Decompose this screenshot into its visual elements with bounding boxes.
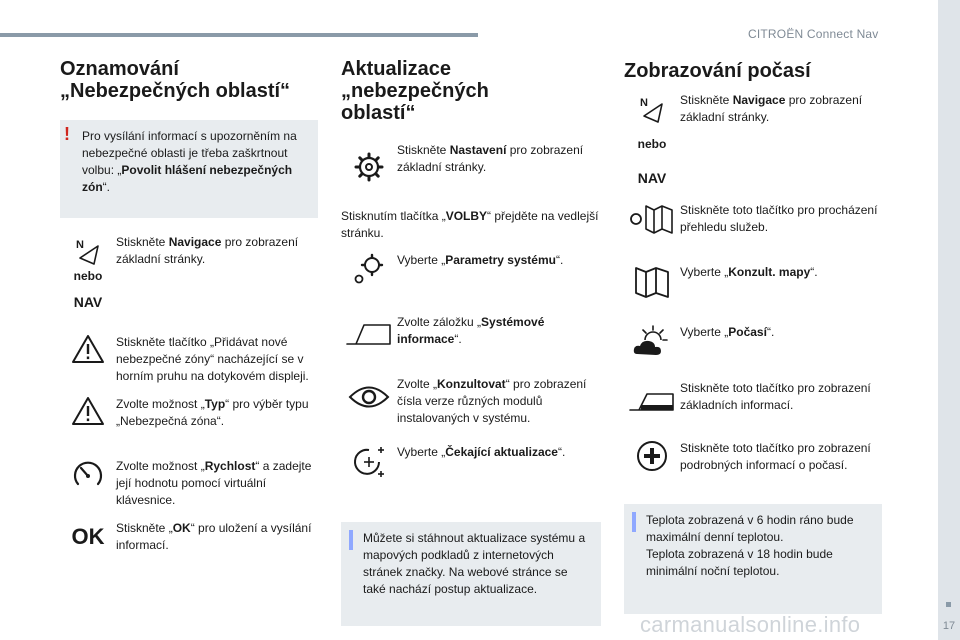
svg-text:N: N [640, 97, 648, 109]
step-type [60, 396, 318, 458]
step-detail-info[interactable] [624, 440, 882, 504]
step-text: Zvolte možnost „Typ“ pro výběr typu „Nebezpečná zóna“. [116, 397, 309, 428]
column-weather [624, 58, 882, 614]
step-ok [60, 520, 318, 560]
speedometer-icon [60, 458, 116, 490]
ok-button[interactable] [60, 520, 116, 549]
step-text: Stiskněte Navigace pro zobrazení základní stránky. [680, 93, 863, 124]
nav-button-row [624, 170, 882, 202]
info-icon [632, 512, 636, 532]
step-speed [60, 458, 318, 520]
title-line: „Nebezpečných oblastí“ [60, 80, 291, 102]
ok-label: OK [71, 524, 105, 549]
watermark: carmanualsonline.info [640, 612, 861, 637]
header-rule [0, 33, 478, 37]
info-note [341, 522, 601, 626]
services-map-icon[interactable] [624, 202, 680, 236]
section-title [60, 58, 318, 102]
system-settings-icon [341, 252, 397, 286]
options-instruction: Stisknutím tlačítka „VOLBY“ přejděte na vedlejší stránku. [341, 209, 599, 240]
warning-triangle-icon [60, 396, 116, 426]
step-weather [624, 324, 882, 380]
step-text: Stiskněte Nastavení pro zobrazení základní stránky. [397, 143, 584, 174]
page-marker [946, 602, 951, 607]
step-text: Stiskněte toto tlačítko pro procházení přehledu služeb. [680, 203, 878, 234]
nebo-label: nebo [73, 269, 103, 283]
step-system-info [341, 314, 601, 376]
nav-button[interactable] [624, 170, 680, 187]
map-icon [624, 264, 680, 300]
column-update-zones [341, 58, 601, 626]
weather-icon [624, 324, 680, 358]
step-text: Stiskněte Navigace pro zobrazení základní stránky. [116, 235, 299, 266]
step-text: Zvolte „Konzultovat“ pro zobrazení čísla verze různých modulů instalovaných v systému. [397, 377, 587, 425]
tab-icon [341, 314, 397, 346]
step-basic-info[interactable] [624, 380, 882, 440]
column-hazard-zones [60, 58, 318, 560]
step-text: Vyberte „Parametry systému“. [397, 253, 564, 267]
nav-button[interactable] [60, 294, 116, 311]
note-text: Teplota zobrazená v 18 hodin bude minimální noční teplotou. [646, 547, 833, 578]
step-text: Vyberte „Čekající aktualizace“. [397, 445, 566, 459]
step-add-zone [60, 334, 318, 396]
step-consult [341, 376, 601, 444]
section-title: Zobrazování počasí [624, 60, 811, 82]
title-line: Oznamování [60, 58, 179, 80]
page-sidebar [938, 0, 960, 640]
nav-label: NAV [637, 170, 667, 186]
step-text: Stiskněte „OK“ pro uložení a vysílání informací. [116, 521, 312, 552]
page-number: 17 [942, 620, 956, 632]
step-pending-updates [341, 444, 601, 522]
step-consult-map [624, 264, 882, 324]
update-icon [341, 444, 397, 480]
eye-icon [341, 376, 397, 410]
info-tab-button-icon[interactable] [624, 380, 680, 412]
warning-triangle-icon [60, 334, 116, 364]
note-text: Teplota zobrazená v 6 hodin ráno bude maximální denní teplotou. [646, 513, 854, 544]
section-title [341, 58, 601, 124]
title-line: oblastí“ [341, 102, 416, 124]
step-system-params [341, 252, 601, 314]
brand-title: CITROËN Connect Nav [748, 27, 879, 41]
step-text: Stiskněte tlačítko „Přidávat nové nebezpečné zóny“ nacházející se v horním pruhu na dotykovém displeji. [116, 335, 309, 383]
step-services [624, 202, 882, 264]
step-text: Stiskněte toto tlačítko pro zobrazení základních informací. [680, 381, 871, 412]
info-icon [349, 530, 353, 550]
info-note [624, 504, 882, 614]
step-text: Vyberte „Konzult. mapy“. [680, 265, 818, 279]
note-text: “. [102, 180, 111, 194]
nav-label: NAV [73, 294, 103, 310]
exclamation-icon: ! [64, 124, 70, 144]
step-text: Zvolte možnost „Rychlost“ a zadejte její hodnotu pomocí virtuální klávesnice. [116, 459, 312, 507]
nav-north-icon [60, 234, 116, 285]
step-text: Vyberte „Počasí“. [680, 325, 775, 339]
step-text: Stiskněte toto tlačítko pro zobrazení podrobných informací o počasí. [680, 441, 871, 472]
step-navigation [624, 92, 882, 170]
title-line: Aktualizace „nebezpečných [341, 58, 489, 102]
step-text: Zvolte záložku „Systémové informace“. [397, 315, 545, 346]
svg-text:N: N [76, 239, 84, 251]
nebo-label: nebo [637, 137, 667, 151]
warning-note [60, 120, 318, 218]
nav-button-row [60, 294, 318, 326]
step-settings [341, 142, 601, 204]
note-bold: Povolit hlášení nebezpečných zón [82, 163, 293, 194]
plus-circle-icon[interactable] [624, 440, 680, 472]
note-text: Pro vysílání informací s upozorněním na nebezpečné oblasti je třeba zaškrtnout volbu: „ [82, 129, 297, 177]
step-navigation [60, 234, 318, 294]
nav-north-icon [624, 92, 680, 153]
gear-icon [341, 142, 397, 182]
page-header [0, 0, 960, 44]
note-text: Můžete si stáhnout aktualizace systému a mapových podkladů z internetových stránek značky. Na webové stránce se také nachází postup aktualizace. [363, 531, 586, 596]
